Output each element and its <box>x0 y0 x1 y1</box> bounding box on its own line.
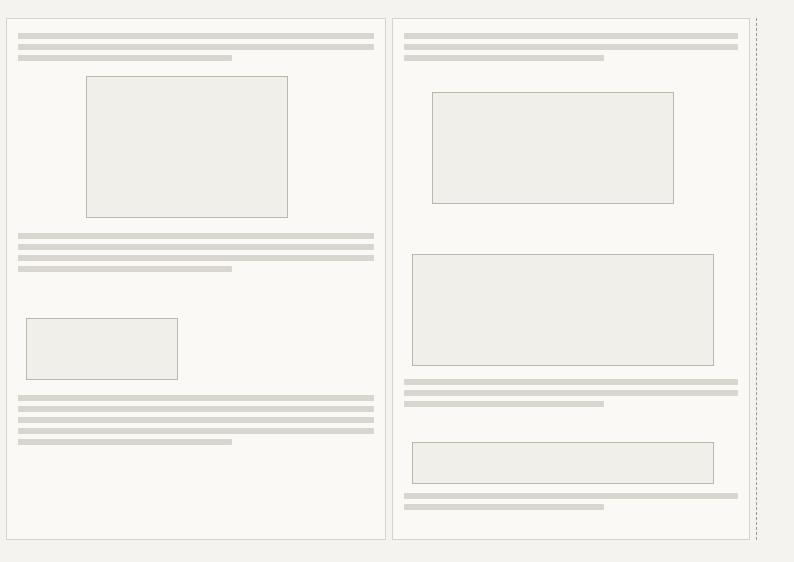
question-block <box>18 390 374 450</box>
pedigree-figure <box>26 318 178 380</box>
line-chart-figure <box>86 76 288 218</box>
flowchart-figure <box>432 92 674 204</box>
question-block <box>18 228 374 277</box>
left-page <box>6 18 386 540</box>
question-block <box>404 374 738 412</box>
cloning-diagram-figure <box>412 254 714 366</box>
binding-strip <box>756 18 789 540</box>
right-page <box>392 18 750 540</box>
question-block <box>18 28 374 66</box>
question-block <box>404 28 738 66</box>
antibody-process-figure <box>412 442 714 484</box>
question-block <box>404 488 738 515</box>
